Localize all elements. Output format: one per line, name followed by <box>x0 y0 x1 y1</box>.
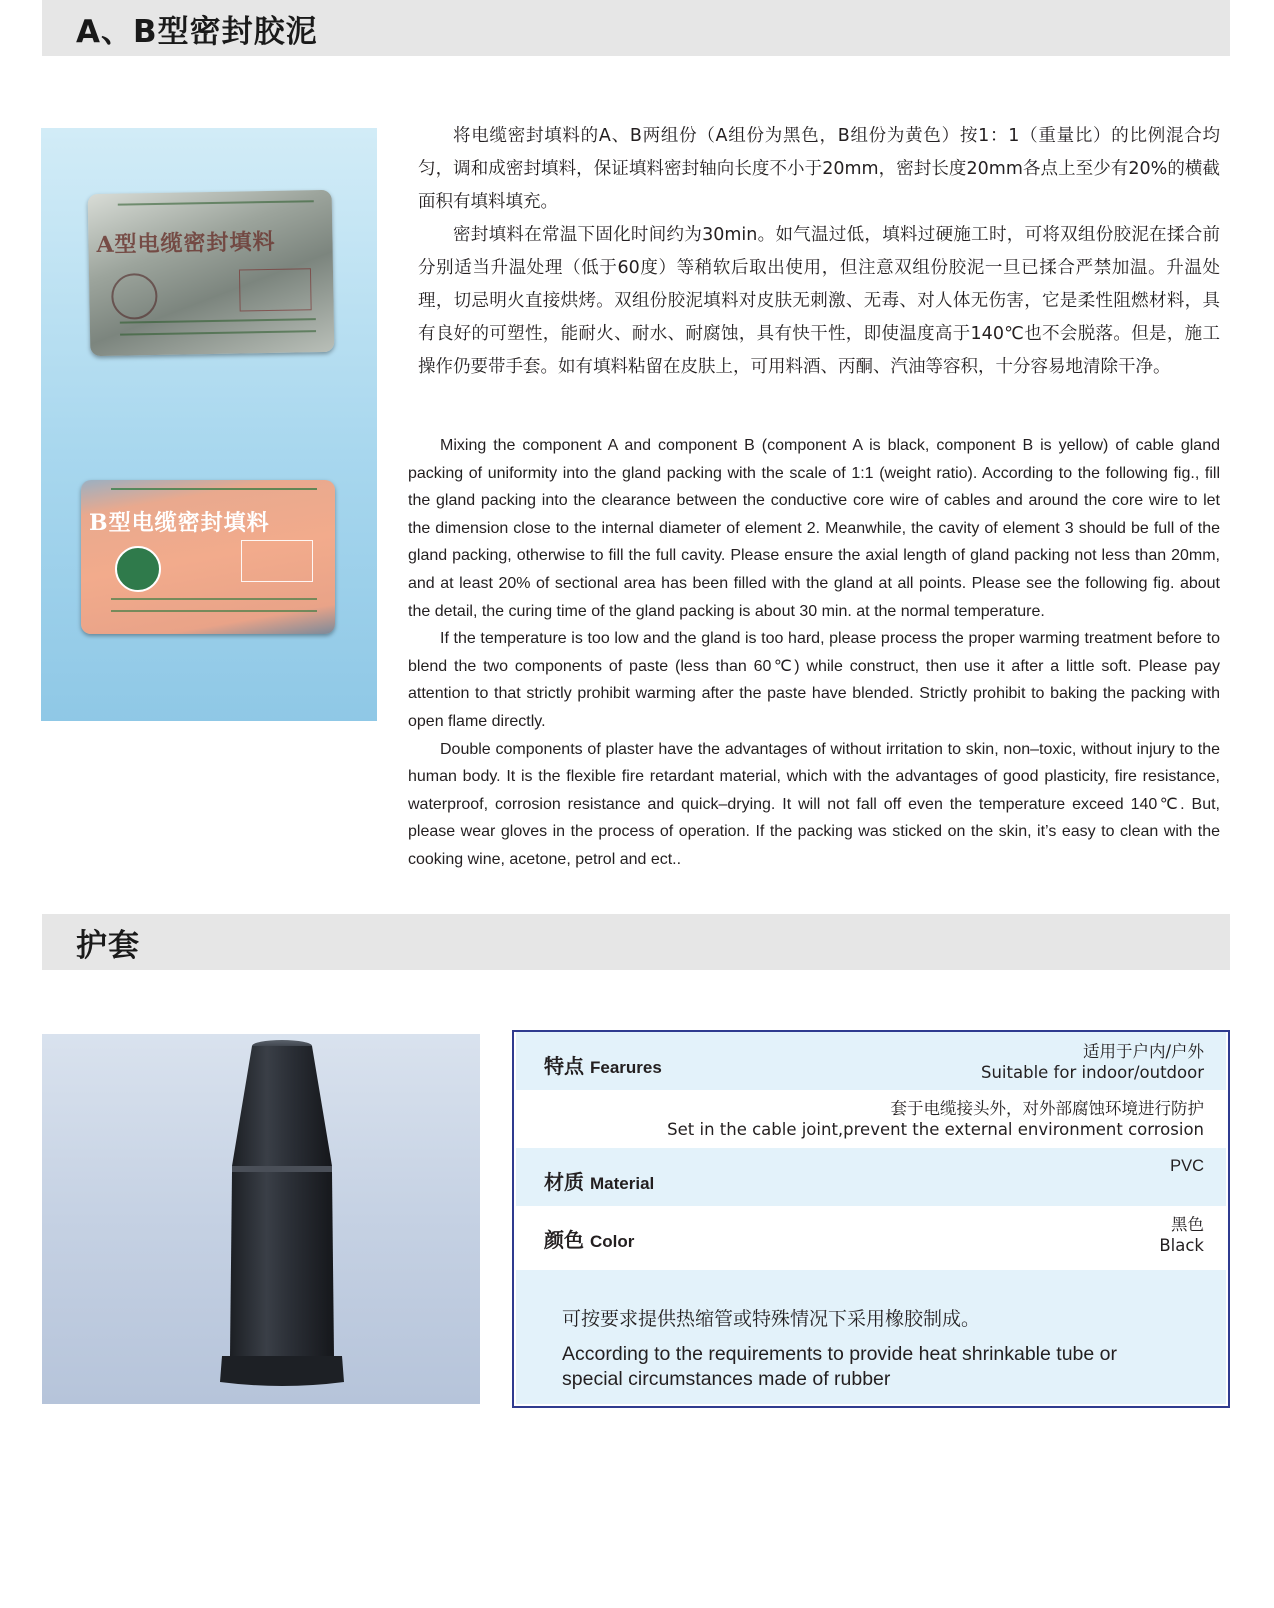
section-header-sheath <box>42 914 1230 970</box>
bag-stripe <box>111 610 317 612</box>
bag-a-label: A型电缆密封填料 <box>96 228 276 258</box>
spec-table <box>512 1030 1230 1408</box>
sheath-body <box>230 1172 334 1356</box>
features-key-en: Fearures <box>590 1058 662 1077</box>
features-key-cn: 特点 <box>544 1054 584 1078</box>
color-key-cn: 颜色 <box>544 1228 584 1252</box>
section-title: A、B型密封胶泥 <box>76 14 318 50</box>
material-value: PVC <box>1170 1157 1204 1175</box>
chinese-description <box>418 120 1220 384</box>
cn-paragraph: 将电缆密封填料的A、B两组份（A组份为黑色，B组份为黄色）按1：1（重量比）的比例混合均匀，调和成密封填料，保证填料密封轴向长度不小于20mm，密封长度20mm各点上至少有20%的横截面积有填料填充。 <box>418 126 1220 212</box>
bag-a-image <box>88 190 335 356</box>
bag-stripe <box>111 488 317 490</box>
bag-b-label: B型电缆密封填料 <box>89 510 270 536</box>
spec-row-material <box>516 1148 1226 1206</box>
bag-b-box <box>241 540 313 582</box>
bag-b-image <box>81 480 335 634</box>
cn-paragraph: 密封填料在常温下固化时间约为30min。如气温过低，填料过硬施工时，可将双组份胶泥在揉合前分别适当升温处理（低于60度）等稍软后取出使用，但注意双组份胶泥一旦已揉合严禁加温。升温处理，切忌明火直接烘烤。双组份胶泥填料对皮肤无刺激、无毒、对人体无伤害，它是柔性阻燃材料，具有良好的可塑性，能耐火、耐水、耐腐蚀，具有快干性，即使温度高于140℃也不会脱落。但是，施工操作仍要带手套。如有填料粘留在皮肤上，可用料酒、丙酮、汽油等容积，十分容易地清除干净。 <box>418 225 1220 377</box>
sheath-cone <box>232 1046 332 1166</box>
bag-stripe <box>118 200 314 205</box>
sheath-photo <box>42 1034 480 1404</box>
sheath-ridge <box>232 1166 332 1172</box>
bag-stripe <box>111 598 317 600</box>
section-header-sealant <box>42 0 1230 56</box>
en-paragraph: Double components of plaster have the advantages of without irritation to skin, non–toxic, without injury to the human body. It is the flexible fire retardant material, which with the advantages of good plasticity, fire resistance, waterproof, corrosion resistance and quick–drying. It will not fall off even the temperature exceed 140℃. But, please wear gloves in the process of operation. If the packing was sticked on the skin, it’s easy to clean with the cooking wine, acetone, petrol and ect.. <box>408 740 1220 868</box>
color-value-en: Black <box>1159 1236 1204 1255</box>
color-value-cn: 黑色 <box>1171 1215 1204 1234</box>
bag-b-logo <box>115 546 161 592</box>
feature1-en: Suitable for indoor/outdoor <box>981 1063 1204 1082</box>
feature2-en: Set in the cable joint,prevent the external environment corrosion <box>667 1120 1204 1139</box>
section-title: 护套 <box>76 928 140 964</box>
english-description <box>408 432 1220 874</box>
bag-stripe <box>120 318 316 323</box>
color-key <box>544 1224 634 1253</box>
color-key-en: Color <box>590 1232 635 1251</box>
material-key <box>544 1166 654 1195</box>
en-paragraph: Mixing the component A and component B (component A is black, component B is yellow) of cable gland packing of uniformity into the gland packing with the scale of 1:1 (weight ratio). According to the following fig., fill the gland packing into the clearance between the conductive core wire of cables and around the core wire to let the dimension close to the internal diameter of element 2. Meanwhile, the cavity of element 3 should be full of the gland packing, otherwise to fill the full cavity. Please ensure the axial length of gland packing not less than 20mm, and at least 20% of sectional area has been filled with the gland at all points. Please see the following fig. about the detail, the curing time of the gland packing is about 30 min. at the normal temperature. <box>408 437 1220 620</box>
bag-a-logo <box>111 273 158 320</box>
color-value <box>1159 1214 1204 1256</box>
feature2-value <box>667 1098 1204 1140</box>
spec-row-features <box>516 1032 1226 1090</box>
material-key-en: Material <box>590 1174 655 1193</box>
spec-row-color <box>516 1206 1226 1264</box>
spec-row-feature2 <box>516 1090 1226 1148</box>
feature2-cn: 套于电缆接头外，对外部腐蚀环境进行防护 <box>890 1099 1204 1118</box>
material-key-cn: 材质 <box>544 1170 584 1194</box>
sealant-photo <box>41 128 377 721</box>
spec-note <box>516 1270 1226 1404</box>
note-en: According to the requirements to provide heat shrinkable tube or special circumstances made of rubber <box>562 1343 1117 1390</box>
bag-stripe <box>120 330 316 335</box>
en-paragraph: If the temperature is too low and the gland is too hard, please process the proper warming treatment before to blend the two components of paste (less than 60℃) while construct, then use it after a little soft. Please pay attention to that strictly prohibit warming after the paste have blended. Strictly prohibit to baking the packing with open flame directly. <box>408 630 1220 730</box>
features-key <box>544 1050 662 1079</box>
feature1-value <box>981 1041 1204 1083</box>
feature1-cn: 适用于户内/户外 <box>1082 1042 1204 1061</box>
sheath-base <box>220 1356 344 1386</box>
sheath-image <box>42 1034 480 1404</box>
bag-a-box <box>239 268 312 311</box>
note-cn: 可按要求提供热缩管或特殊情况下采用橡胶制成。 <box>562 1308 981 1330</box>
